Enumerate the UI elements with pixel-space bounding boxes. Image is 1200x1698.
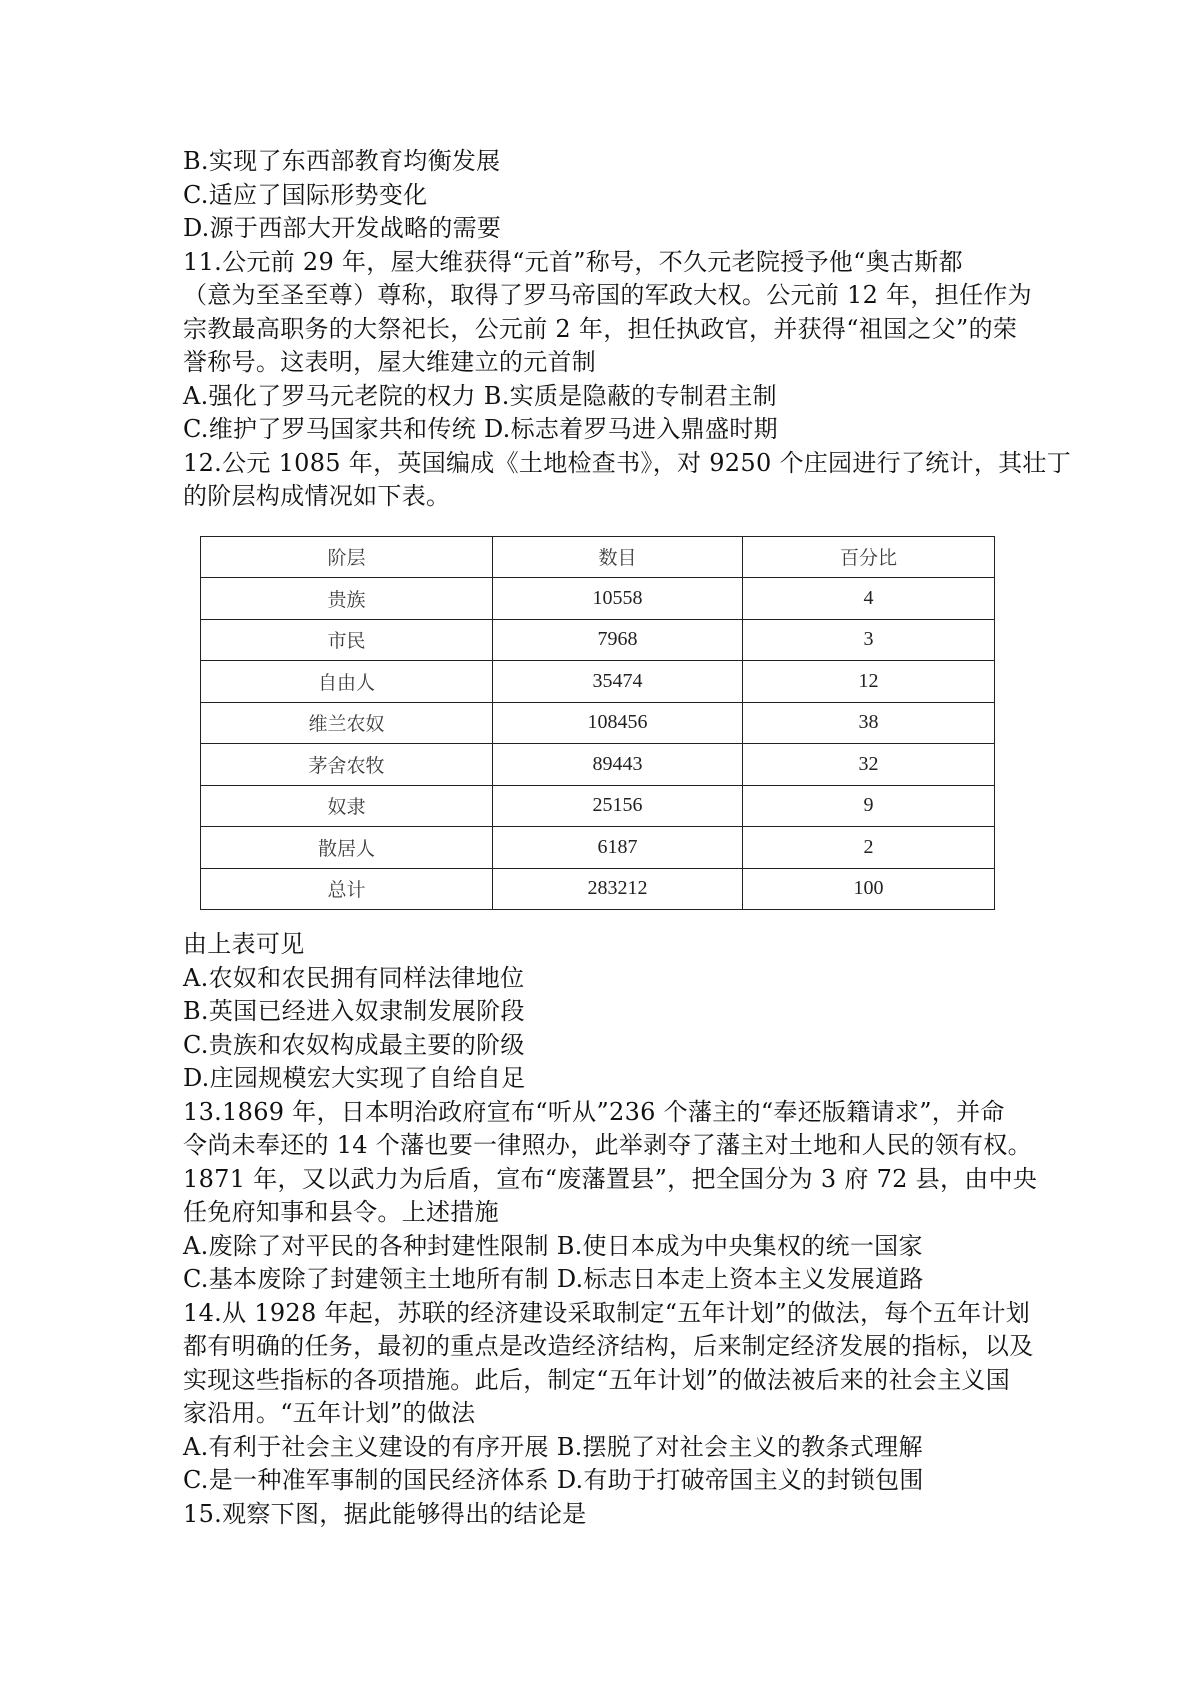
text-line: 的阶层构成情况如下表。: [183, 482, 451, 510]
cell-count: 6187: [493, 827, 743, 869]
cell-class: 自由人: [201, 661, 493, 703]
text-line: C.贵族和农奴构成最主要的阶级: [183, 1030, 525, 1059]
text-line: 15.观察下图，据此能够得出的结论是: [183, 1499, 587, 1528]
cell-count: 10558: [493, 578, 743, 620]
cell-percentage: 100: [743, 868, 995, 910]
text-line: D.庄园规模宏大实现了自给自足: [183, 1064, 526, 1092]
cell-class: 贵族: [201, 578, 493, 620]
cell-class: 市民: [201, 619, 493, 661]
text-block-before: [183, 145, 1072, 514]
text-line: 宗教最高职务的大祭祀长，公元前 2 年，担任执政官，并获得“祖国之父”的荣: [183, 314, 1018, 343]
cell-class: 总计: [201, 868, 493, 910]
cell-percentage: 32: [743, 744, 995, 786]
table-row: [201, 702, 995, 744]
header-count: 数目: [493, 536, 743, 578]
cell-class: 散居人: [201, 827, 493, 869]
text-line: C.维护了罗马国家共和传统 D.标志着罗马进入鼎盛时期: [183, 415, 778, 443]
exam-page: [183, 145, 1072, 1531]
cell-percentage: 38: [743, 702, 995, 744]
table-header-row: [201, 536, 995, 578]
cell-count: 25156: [493, 785, 743, 827]
cell-count: 89443: [493, 744, 743, 786]
text-line: 誉称号。这表明，屋大维建立的元首制: [183, 348, 597, 376]
table-row: [201, 827, 995, 869]
cell-percentage: 2: [743, 827, 995, 869]
table-row-total: [201, 868, 995, 910]
text-line: 14.从 1928 年起，苏联的经济建设采取制定“五年计划”的做法，每个五年计划: [183, 1298, 1031, 1327]
cell-percentage: 9: [743, 785, 995, 827]
text-line: 由上表可见: [183, 930, 305, 958]
text-line: A.农奴和农民拥有同样法律地位: [183, 963, 525, 992]
table-row: [201, 785, 995, 827]
table-row: [201, 661, 995, 703]
text-line: 都有明确的任务，最初的重点是改造经济结构，后来制定经济发展的指标，以及: [183, 1332, 1034, 1360]
text-block-after: [183, 928, 1043, 1531]
text-line: （意为至圣至尊）尊称，取得了罗马帝国的军政大权。公元前 12 年，担任作为: [183, 281, 1032, 309]
table-row: [201, 578, 995, 620]
text-line: 家沿用。“五年计划”的做法: [183, 1399, 476, 1427]
text-line: B.实现了东西部教育均衡发展: [183, 147, 501, 175]
text-line: B.英国已经进入奴隶制发展阶段: [183, 997, 525, 1025]
cell-count: 35474: [493, 661, 743, 703]
text-line: 任免府知事和县令。上述措施: [183, 1198, 499, 1226]
cell-count: 7968: [493, 619, 743, 661]
text-line: 11.公元前 29 年，屋大维获得“元首”称号，不久元老院授予他“奥古斯都: [183, 247, 963, 276]
cell-count: 283212: [493, 868, 743, 910]
cell-percentage: 3: [743, 619, 995, 661]
table-row: [201, 744, 995, 786]
table-row: [201, 619, 995, 661]
text-line: D.源于西部大开发战略的需要: [183, 214, 502, 242]
class-composition-table: [200, 536, 995, 911]
cell-count: 108456: [493, 702, 743, 744]
class-composition-table-wrapper: [200, 536, 994, 911]
text-line: 13.1869 年，日本明治政府宣布“听从”236 个藩主的“奉还版籍请求”，并命: [183, 1097, 1005, 1126]
cell-percentage: 12: [743, 661, 995, 703]
header-percentage: 百分比: [743, 536, 995, 578]
text-line: A.废除了对平民的各种封建性限制 B.使日本成为中央集权的统一国家: [183, 1231, 923, 1260]
text-line: 实现这些指标的各项措施。此后，制定“五年计划”的做法被后来的社会主义国: [183, 1365, 1011, 1394]
text-line: C.适应了国际形势变化: [183, 180, 428, 209]
cell-class: 茅舍农牧: [201, 744, 493, 786]
text-line: 1871 年，又以武力为后盾，宣布“废藩置县”，把全国分为 3 府 72 县，由中央: [183, 1164, 1038, 1193]
cell-class: 奴隶: [201, 785, 493, 827]
text-line: C.基本废除了封建领主土地所有制 D.标志日本走上资本主义发展道路: [183, 1265, 924, 1293]
text-line: C.是一种准军事制的国民经济体系 D.有助于打破帝国主义的封锁包围: [183, 1466, 924, 1494]
text-line: 令尚未奉还的 14 个藩也要一律照办，此举剥夺了藩主对土地和人民的领有权。: [183, 1131, 1032, 1159]
text-line: A.有利于社会主义建设的有序开展 B.摆脱了对社会主义的教条式理解: [183, 1432, 923, 1461]
cell-class: 维兰农奴: [201, 702, 493, 744]
text-line: A.强化了罗马元老院的权力 B.实质是隐蔽的专制君主制: [183, 381, 777, 410]
header-class: 阶层: [201, 536, 493, 578]
cell-percentage: 4: [743, 578, 995, 620]
text-line: 12.公元 1085 年，英国编成《土地检查书》，对 9250 个庄园进行了统计，其壮丁: [183, 448, 1072, 477]
